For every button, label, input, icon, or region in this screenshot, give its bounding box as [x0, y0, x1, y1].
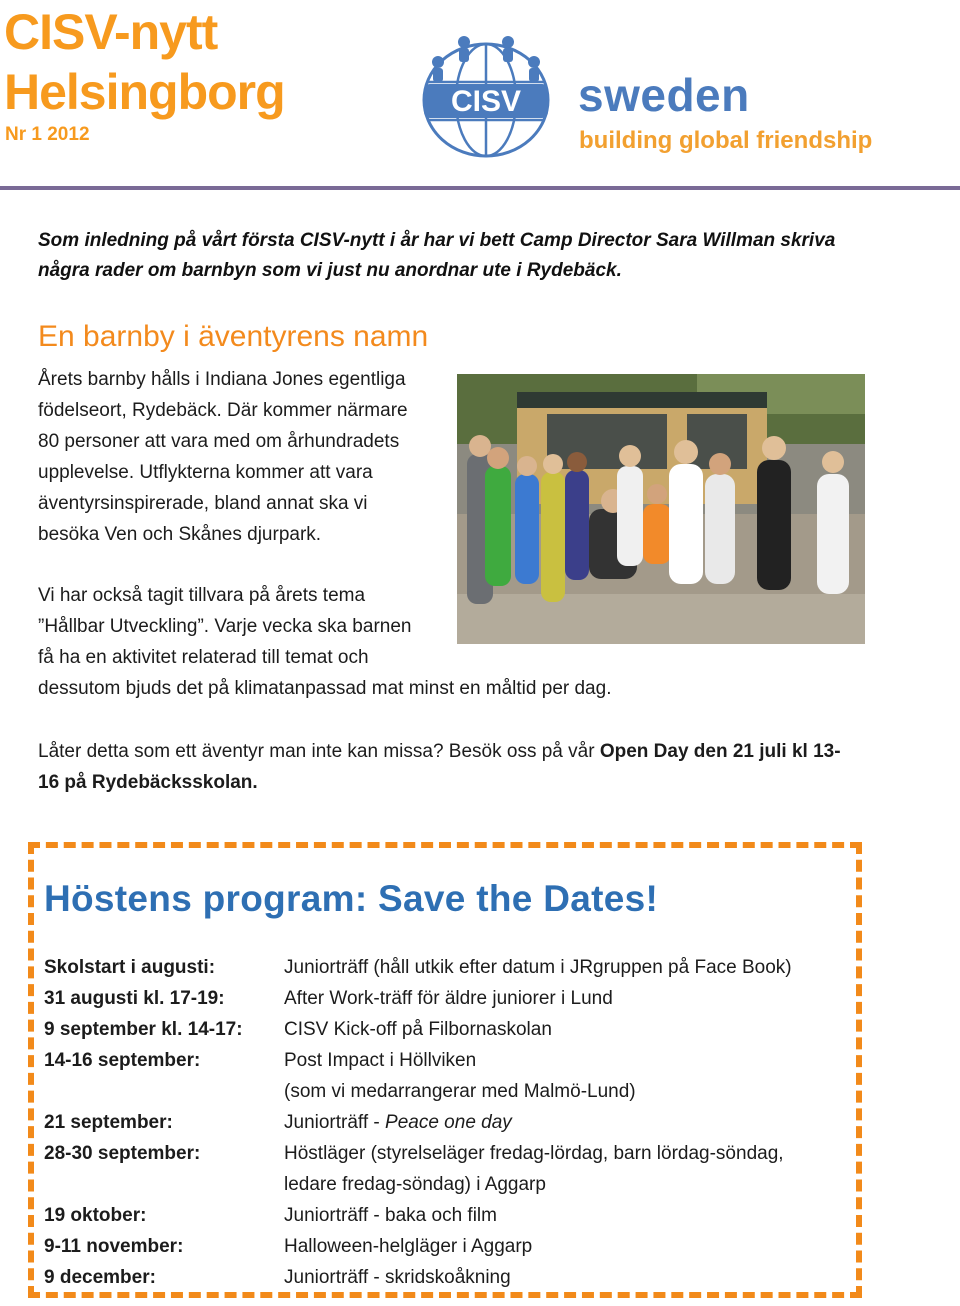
paragraph-line: födelseort, Rydebäck. Där kommer närmare	[38, 400, 408, 421]
program-row	[44, 952, 844, 983]
program-event	[284, 1014, 844, 1045]
open-day-date: Open Day den 21 juli kl 13-	[599, 741, 841, 762]
program-date: 31 augusti kl. 17-19:	[44, 988, 225, 1009]
program-row	[44, 1076, 844, 1107]
paragraph-line: upplevelse. Utflykterna kommer att vara	[38, 462, 373, 483]
program-row	[44, 1200, 844, 1231]
open-day-invite-text: Låter detta som ett äventyr man inte kan missa? Besök oss på vår	[38, 741, 600, 762]
program-date: 9 december:	[44, 1267, 156, 1288]
program-date	[44, 1076, 284, 1107]
program-heading: Höstens program: Save the Dates!	[44, 878, 659, 919]
paragraph-line: besöka Ven och Skånes djurpark.	[38, 524, 322, 545]
intro-line: några rader om barnbyn som vi just nu anordnar ute i Rydebäck.	[38, 260, 622, 281]
program-date: 21 september:	[44, 1112, 173, 1133]
program-event-text: Höstläger (styrelseläger fredag-lördag, barn lördag-söndag,	[284, 1143, 784, 1164]
program-event-text: Post Impact i Höllviken	[284, 1050, 477, 1071]
header-divider	[0, 186, 960, 190]
program-event	[284, 1200, 844, 1231]
program-event	[284, 1045, 844, 1076]
issue-number: Nr 1 2012	[5, 124, 90, 145]
program-event-text: After Work-träff för äldre juniorer i Lund	[284, 988, 613, 1009]
program-date: 19 oktober:	[44, 1205, 147, 1226]
program-row	[44, 1045, 844, 1076]
article-heading: En barnby i äventyrens namn	[38, 320, 429, 353]
cisv-globe-icon	[418, 28, 568, 160]
paragraph-line: 80 personer att vara med om århundradets	[38, 431, 400, 452]
article-paragraph-2	[38, 580, 678, 704]
paragraph-line	[38, 736, 898, 767]
title-line-1: CISV-nytt	[4, 4, 218, 60]
program-event-emphasis: Peace one day	[385, 1112, 512, 1133]
program-date: 9 september kl. 14-17:	[44, 1019, 243, 1040]
program-event-text: Juniorträff - baka och film	[284, 1205, 497, 1226]
program-event-text: Juniorträff (håll utkik efter datum i JRgruppen på Face Book)	[284, 957, 792, 978]
paragraph-line: ”Hållbar Utveckling”. Varje vecka ska barnen	[38, 616, 412, 637]
paragraph-line: äventyrsinspirerade, bland annat ska vi	[38, 493, 368, 514]
program-date: Skolstart i augusti:	[44, 957, 216, 978]
program-event-text: (som vi medarrangerar med Malmö-Lund)	[284, 1081, 636, 1102]
program-date: 14-16 september:	[44, 1050, 201, 1071]
paragraph-line: Vi har också tagit tillvara på årets tema	[38, 585, 366, 606]
paragraph-line: Årets barnby hålls i Indiana Jones egentliga	[38, 369, 406, 390]
program-event	[284, 952, 844, 983]
paragraph-line: dessutom bjuds det på klimatanpassad mat minst en måltid per dag.	[38, 678, 612, 699]
program-date: 9-11 november:	[44, 1236, 184, 1257]
intro-text	[38, 226, 918, 286]
program-event-text: Juniorträff - skridskoåkning	[284, 1267, 511, 1288]
program-event	[284, 1107, 844, 1138]
program-event	[284, 1076, 844, 1107]
program-schedule	[44, 952, 844, 1293]
program-row	[44, 1138, 844, 1169]
program-row	[44, 1107, 844, 1138]
logo-badge-text: CISV	[450, 85, 522, 118]
program-event	[284, 983, 844, 1014]
program-row	[44, 1169, 844, 1200]
cisv-sweden-logo	[418, 28, 888, 160]
program-row	[44, 1262, 844, 1293]
logo-word-sweden: sweden	[578, 69, 750, 121]
newsletter-title	[4, 2, 334, 122]
program-date	[44, 1169, 284, 1200]
program-event-text: Juniorträff -	[284, 1112, 386, 1133]
program-event-text: CISV Kick-off på Filbornaskolan	[284, 1019, 552, 1040]
title-line-2: Helsingborg	[4, 64, 285, 120]
program-event	[284, 1169, 844, 1200]
article-paragraph-3	[38, 736, 898, 798]
paragraph-line: få ha en aktivitet relaterad till temat och	[38, 647, 369, 668]
article-paragraph-1	[38, 364, 448, 550]
program-event	[284, 1138, 844, 1169]
program-event	[284, 1231, 844, 1262]
open-day-location: 16 på Rydebäcksskolan.	[38, 772, 258, 793]
program-row	[44, 1014, 844, 1045]
program-event-text: ledare fredag-söndag) i Aggarp	[284, 1174, 546, 1195]
intro-line: Som inledning på vårt första CISV-nytt i år har vi bett Camp Director Sara Willman skriva	[38, 230, 836, 251]
program-row	[44, 1231, 844, 1262]
program-event-text: Halloween-helgläger i Aggarp	[284, 1236, 533, 1257]
program-row	[44, 983, 844, 1014]
program-event	[284, 1262, 844, 1293]
program-date: 28-30 september:	[44, 1143, 201, 1164]
logo-tagline: building global friendship	[579, 127, 873, 154]
